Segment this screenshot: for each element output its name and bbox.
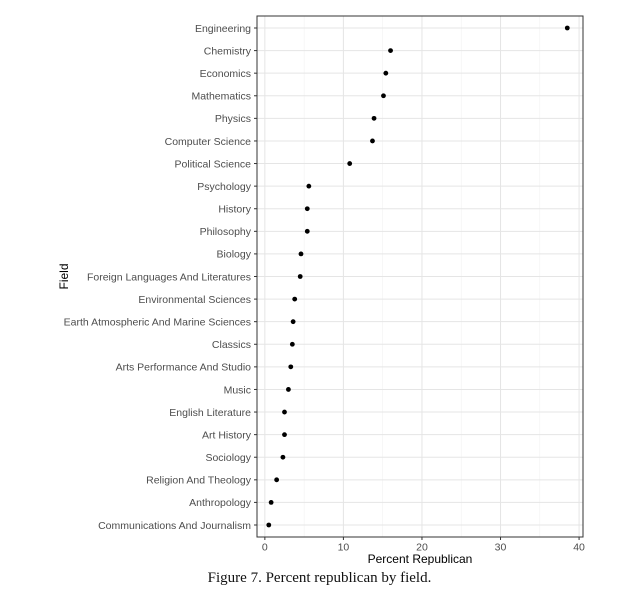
y-tick-label: Economics <box>199 67 251 80</box>
y-tick-label: Environmental Sciences <box>138 293 251 306</box>
figure-caption: Figure 7. Percent republican by field. <box>207 570 432 586</box>
x-axis-title: Percent Republican <box>367 552 473 565</box>
y-tick-label: Sociology <box>205 452 251 465</box>
y-tick-label: Religion And Theology <box>146 474 251 487</box>
y-tick-label: Engineering <box>194 22 251 35</box>
x-tick-label: 10 <box>337 541 350 554</box>
y-tick-label: Music <box>223 384 251 397</box>
data-point <box>269 500 274 505</box>
data-point <box>565 26 570 31</box>
data-point <box>305 229 310 234</box>
y-tick-label: Philosophy <box>199 226 251 239</box>
y-tick-label: Communications And Journalism <box>98 519 251 532</box>
grid-lines <box>257 16 583 537</box>
data-point <box>274 477 279 482</box>
y-tick-label: Arts Performance And Studio <box>115 361 251 374</box>
data-point <box>281 455 286 460</box>
y-tick-label: History <box>218 203 251 216</box>
data-point <box>383 71 388 76</box>
x-tick-label: 40 <box>573 541 585 554</box>
data-point <box>299 252 304 257</box>
x-tick-label: 0 <box>261 541 268 554</box>
data-point <box>292 297 297 302</box>
data-point <box>290 342 295 347</box>
data-point <box>305 206 310 211</box>
y-tick-label: Physics <box>214 113 251 126</box>
y-tick-label: Art History <box>201 429 251 442</box>
y-tick-label: Foreign Languages And Literatures <box>86 271 251 284</box>
data-point <box>298 274 303 279</box>
y-axis <box>64 23 257 532</box>
data-point <box>347 161 352 166</box>
y-tick-label: Classics <box>211 339 251 352</box>
data-point <box>286 387 291 392</box>
data-point <box>282 432 287 437</box>
y-tick-label: Political Science <box>174 158 251 171</box>
y-tick-label: Anthropology <box>189 497 251 510</box>
y-tick-label: Mathematics <box>191 90 251 103</box>
y-tick-label: Psychology <box>197 180 251 193</box>
data-point <box>372 116 377 121</box>
x-tick-label: 20 <box>416 541 428 554</box>
data-point <box>370 139 375 144</box>
data-point <box>291 319 296 324</box>
y-tick-label: English Literature <box>169 406 251 419</box>
data-point <box>288 364 293 369</box>
y-tick-label: Earth Atmospheric And Marine Sciences <box>63 316 251 329</box>
y-tick-label: Chemistry <box>203 45 251 58</box>
data-point <box>266 523 271 528</box>
y-axis-title: Field <box>57 263 71 290</box>
x-tick-label: 30 <box>494 541 507 554</box>
y-tick-label: Biology <box>216 248 251 261</box>
data-point <box>381 93 386 98</box>
y-tick-label: Computer Science <box>164 135 251 148</box>
data-point <box>282 410 287 415</box>
data-point <box>388 48 393 53</box>
data-point <box>306 184 311 189</box>
